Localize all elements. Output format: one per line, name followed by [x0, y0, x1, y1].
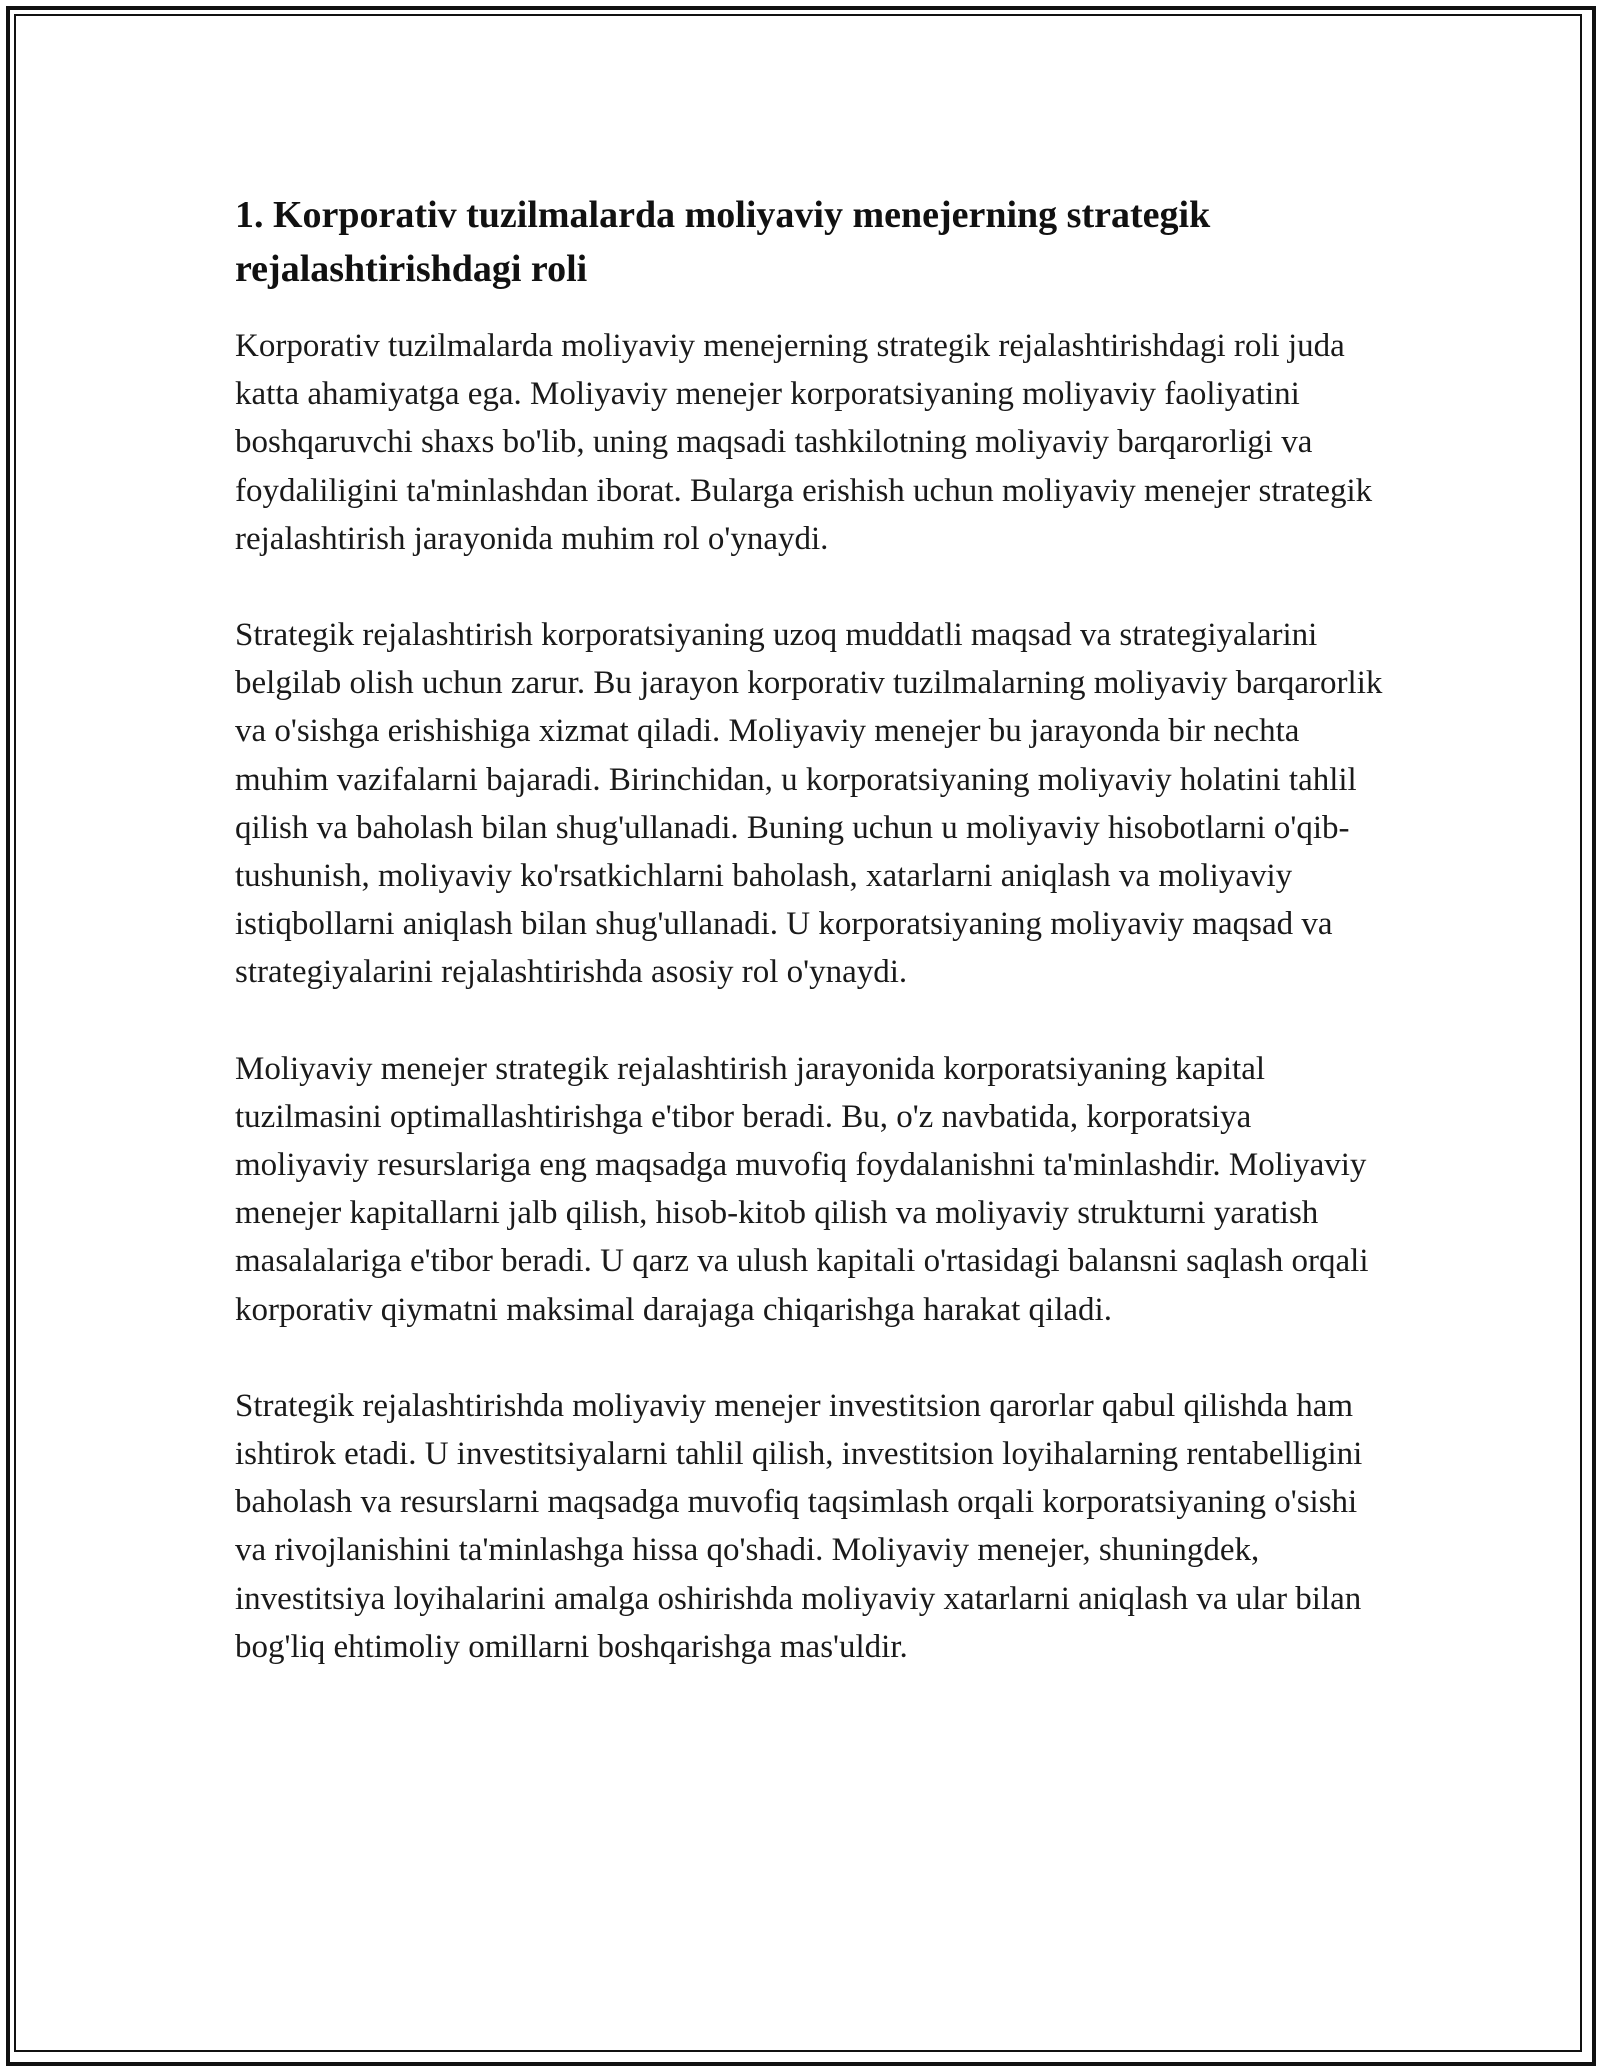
document-body: [235, 188, 1385, 1671]
paragraph-strategic-planning: Strategik rejalashtirish korporatsiyaning uzoq muddatli maqsad va strategiyalarini belgilab olish uchun zarur. Bu jarayon korporativ tuzilmalarning moliyaviy barqarorlik va o'sishga erishishiga xizmat qiladi. Moliyaviy menejer bu jarayonda bir nechta muhim vazifalarni bajaradi. Birinchidan, u korporatsiyaning moliyaviy holatini tahlil qilish va baholash bilan shug'ullanadi. Buning uchun u moliyaviy hisobotlarni o'qib-tushunish, moliyaviy ko'rsatkichlarni baholash, xatarlarni aniqlash va moliyaviy istiqbollarni aniqlash bilan shug'ullanadi. U korporatsiyaning moliyaviy maqsad va strategiyalarini rejalashtirishda asosiy rol o'ynaydi.: [235, 617, 1383, 991]
paragraph-capital-structure: Moliyaviy menejer strategik rejalashtirish jarayonida korporatsiyaning kapital tuzilmasini optimallashtirishga e'tibor beradi. Bu, o'z navbatida, korporatsiya moliyaviy resurslariga eng maqsadga muvofiq foydalanishni ta'minlashdir. Moliyaviy menejer kapitallarni jalb qilish, hisob-kitob qilish va moliyaviy strukturni yaratish masalalariga e'tibor beradi. U qarz va ulush kapitali o'rtasidagi balansni saqlash orqali korporativ qiymatni maksimal darajaga chiqarishga harakat qiladi.: [235, 1050, 1369, 1328]
paragraph-intro: Korporativ tuzilmalarda moliyaviy menejerning strategik rejalashtirishdagi roli juda katta ahamiyatga ega. Moliyaviy menejer korporatsiyaning moliyaviy faoliyatini boshqaruvchi shaxs bo'lib, uning maqsadi tashkilotning moliyaviy barqarorligi va foydaliligini ta'minlashdan iborat. Bularga erishish uchun moliyaviy menejer strategik rejalashtirish jarayonida muhim rol o'ynaydi.: [235, 328, 1373, 557]
section-heading: 1. Korporativ tuzilmalarda moliyaviy menejerning strategik rejalashtirishdagi roli: [235, 194, 1211, 290]
paragraph-investment-decisions: Strategik rejalashtirishda moliyaviy menejer investitsion qarorlar qabul qilishda ham ishtirok etadi. U investitsiyalarni tahlil qilish, investitsion loyihalarning rentabelligini baholash va resurslarni maqsadga muvofiq taqsimlash orqali korporatsiyaning o'sishi va rivojlanishini ta'minlashga hissa qo'shadi. Moliyaviy menejer, shuningdek, investitsiya loyihalarini amalga oshirishda moliyaviy xatarlarni aniqlash va ular bilan bog'liq ehtimoliy omillarni boshqarishga mas'uldir.: [235, 1387, 1363, 1665]
